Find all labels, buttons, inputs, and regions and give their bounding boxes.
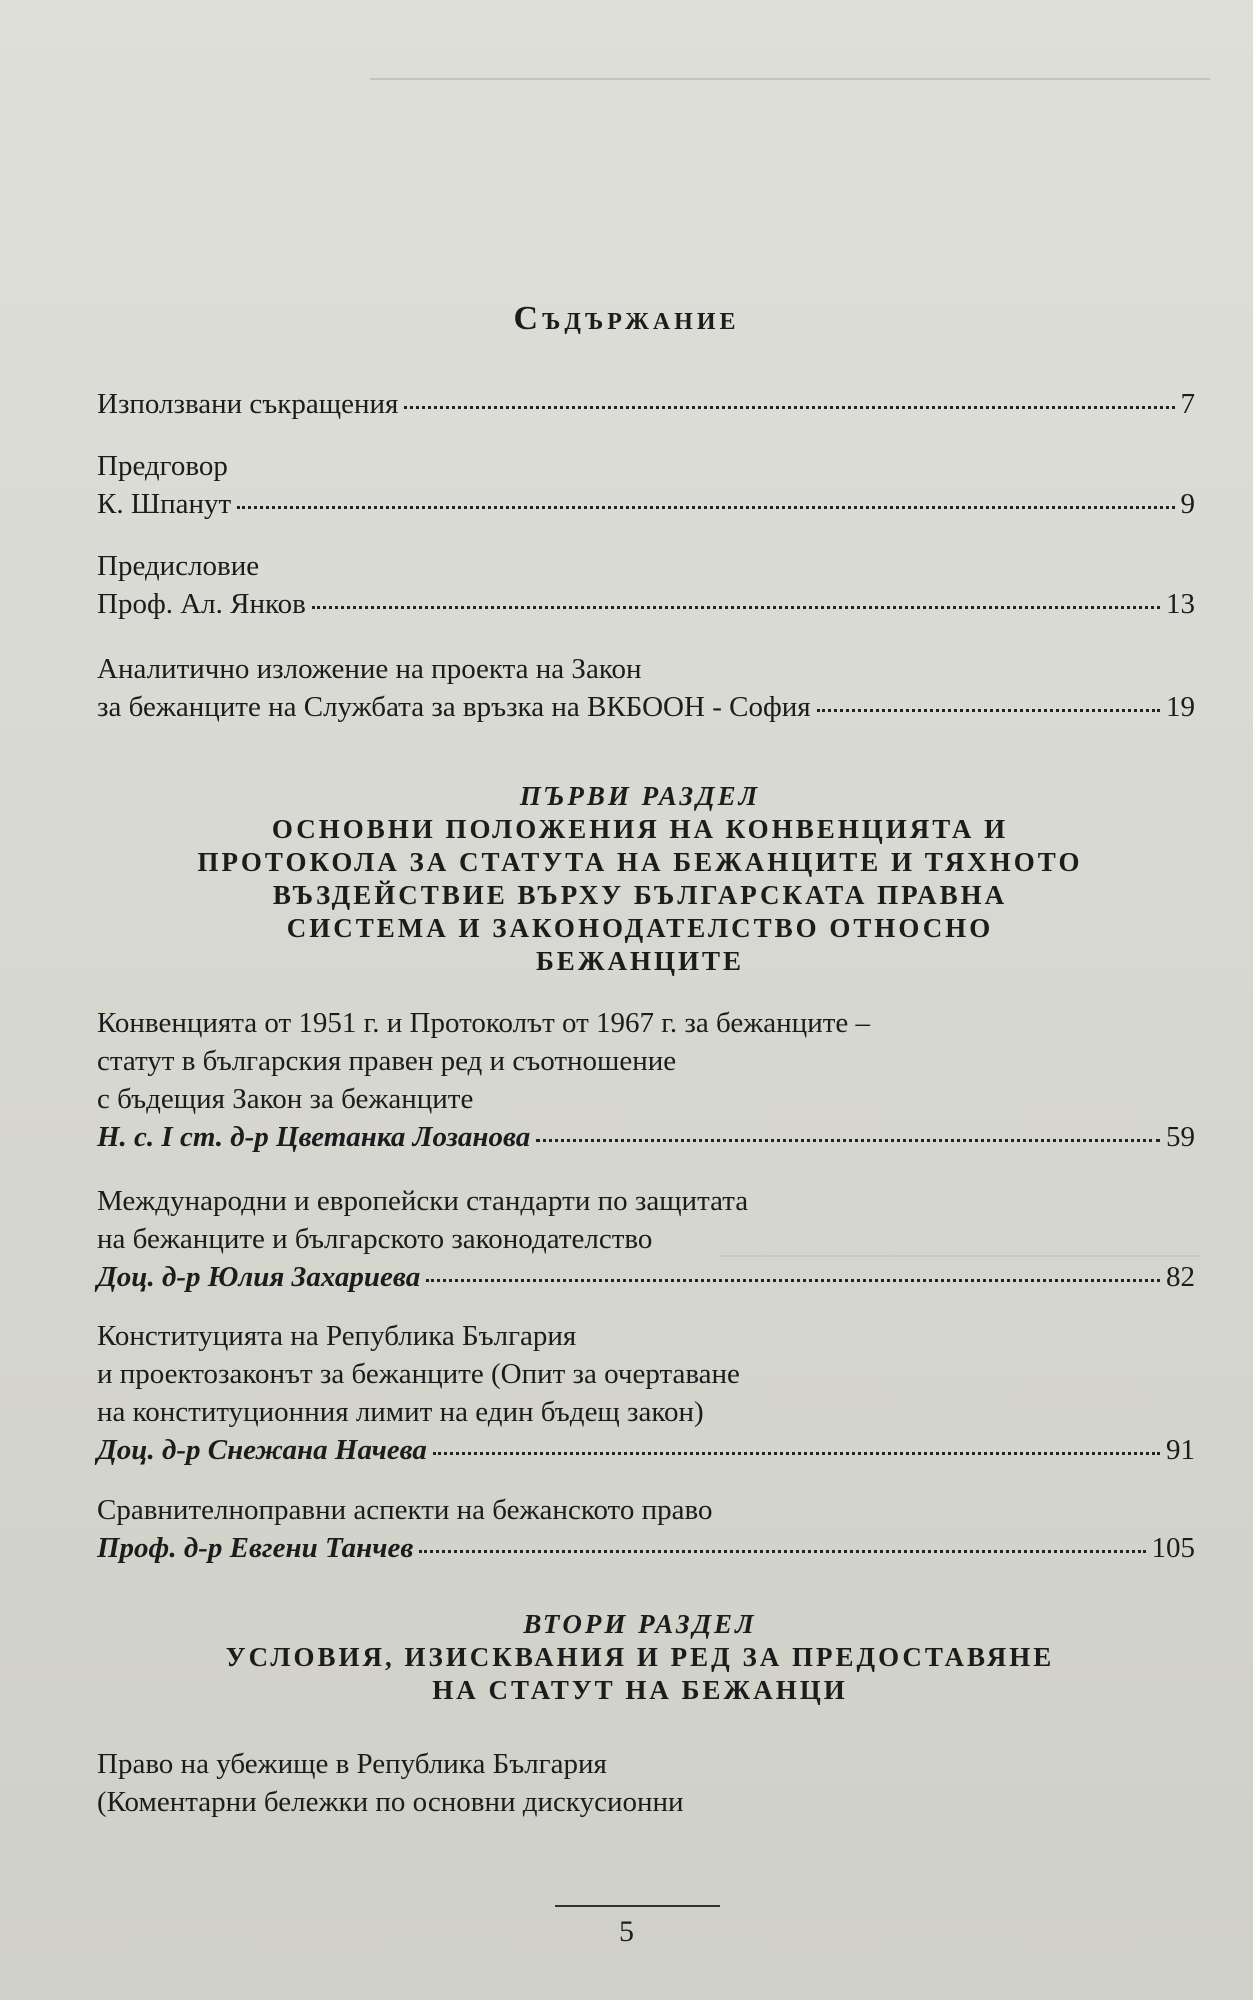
toc-entry-line: Предговор [97,450,228,482]
toc-page-number: 59 [1166,1121,1195,1153]
toc-entry-constitution [97,1317,1195,1469]
toc-entry-last-line [97,385,1195,423]
leader-dots [536,1139,1160,1142]
section-title-line: ПРОТОКОЛА ЗА СТАТУТА НА БЕЖАНЦИТЕ И ТЯХНОТО [197,847,1083,877]
toc-entry-last-line [97,1529,1195,1567]
section-title-line: БЕЖАНЦИТЕ [535,946,745,976]
toc-page-number: 9 [1180,488,1195,520]
toc-page-number: 105 [1151,1532,1195,1564]
leader-dots [237,506,1174,509]
toc-entry-line: на конституционния лимит на един бъдещ закон) [97,1396,704,1428]
leader-dots [419,1550,1145,1553]
section-title-line: ВЪЗДЕЙСТВИЕ ВЪРХУ БЪЛГАРСКАТА ПРАВНА [272,880,1008,910]
footer-rule [555,1905,720,1907]
bleed-through-rule [370,78,1210,80]
section-number: ВТОРИ РАЗДЕЛ [523,1609,757,1639]
toc-entry-line: Право на убежище в Република България [97,1748,607,1780]
toc-entry-line: Предисловие [97,550,260,582]
toc-entry-last-line [97,585,1195,623]
toc-entry-line: Конституцията на Република България [97,1320,577,1352]
toc-entry-author: Проф. д-р Евгени Танчев [97,1532,414,1564]
toc-entry-line: Сравнителноправни аспекти на бежанското право [97,1494,713,1526]
page-number: 5 [619,1915,634,1948]
toc-entry-international-standards [97,1182,1195,1296]
toc-entry-author: Доц. д-р Снежана Начева [97,1434,427,1466]
section-heading-1 [60,780,1220,978]
page-title: Съдържание [513,300,740,337]
section-title-line: УСЛОВИЯ, ИЗИСКВАНИЯ И РЕД ЗА ПРЕДОСТАВЯНЕ [225,1642,1055,1672]
toc-entry-line: (Коментарни бележки по основни дискусионни [97,1786,684,1818]
toc-entry-author: К. Шпанут [97,488,232,520]
toc-entry-line: Международни и европейски стандарти по защитата [97,1185,749,1217]
leader-dots [817,709,1160,712]
toc-entry-comparative-law [97,1491,1195,1567]
toc-page-number: 82 [1166,1261,1195,1293]
toc-entry-convention-1951 [97,1004,1195,1156]
section-title-line: НА СТАТУТ НА БЕЖАНЦИ [432,1675,848,1705]
toc-entry-line: с бъдещия Закон за бежанците [97,1083,474,1115]
toc-entry-last-line [97,1431,1195,1469]
leader-dots [404,406,1174,409]
toc-page-number: 91 [1166,1434,1195,1466]
toc-entry-last-line [97,688,1195,726]
section-number: ПЪРВИ РАЗДЕЛ [519,781,761,811]
toc-entry-author: Доц. д-р Юлия Захариева [97,1261,421,1293]
toc-entry-title: за бежанците на Службата за връзка на ВКБООН - София [97,691,811,723]
toc-entry-line: и проектозаконът за бежанците (Опит за очертаване [97,1358,740,1390]
toc-page-number: 13 [1166,588,1195,620]
leader-dots [312,606,1160,609]
toc-entry-line: Конвенцията от 1951 г. и Протоколът от 1967 г. за бежанците – [97,1007,871,1039]
toc-page-number: 7 [1180,388,1195,420]
toc-entry-right-of-asylum [97,1745,1195,1821]
section-heading-2 [60,1608,1220,1707]
toc-entry-line: на бежанците и българското законодателство [97,1223,653,1255]
toc-entry-last-line [97,1118,1195,1156]
toc-entry-line: статут в българския правен ред и съотношение [97,1045,677,1077]
section-title-line: СИСТЕМА И ЗАКОНОДАТЕЛСТВО ОТНОСНО [286,913,994,943]
toc-entry-last-line [97,1258,1195,1296]
toc-entry-author: Н. с. I ст. д-р Цветанка Лозанова [97,1121,531,1153]
toc-entry-preface [97,547,1195,623]
toc-entry-author: Проф. Ал. Янков [97,588,306,620]
toc-entry-line: Аналитично изложение на проекта на Закон [97,653,642,685]
leader-dots [426,1279,1160,1282]
leader-dots [433,1452,1160,1455]
toc-entry-foreword [97,447,1195,523]
toc-entry-title: Използвани съкращения [97,388,399,420]
toc-page-number: 19 [1166,691,1195,723]
section-title-line: ОСНОВНИ ПОЛОЖЕНИЯ НА КОНВЕНЦИЯТА И [271,814,1009,844]
toc-entry-analytical-review [97,650,1195,726]
toc-entry-last-line [97,485,1195,523]
toc-entry-abbreviations [97,385,1195,423]
